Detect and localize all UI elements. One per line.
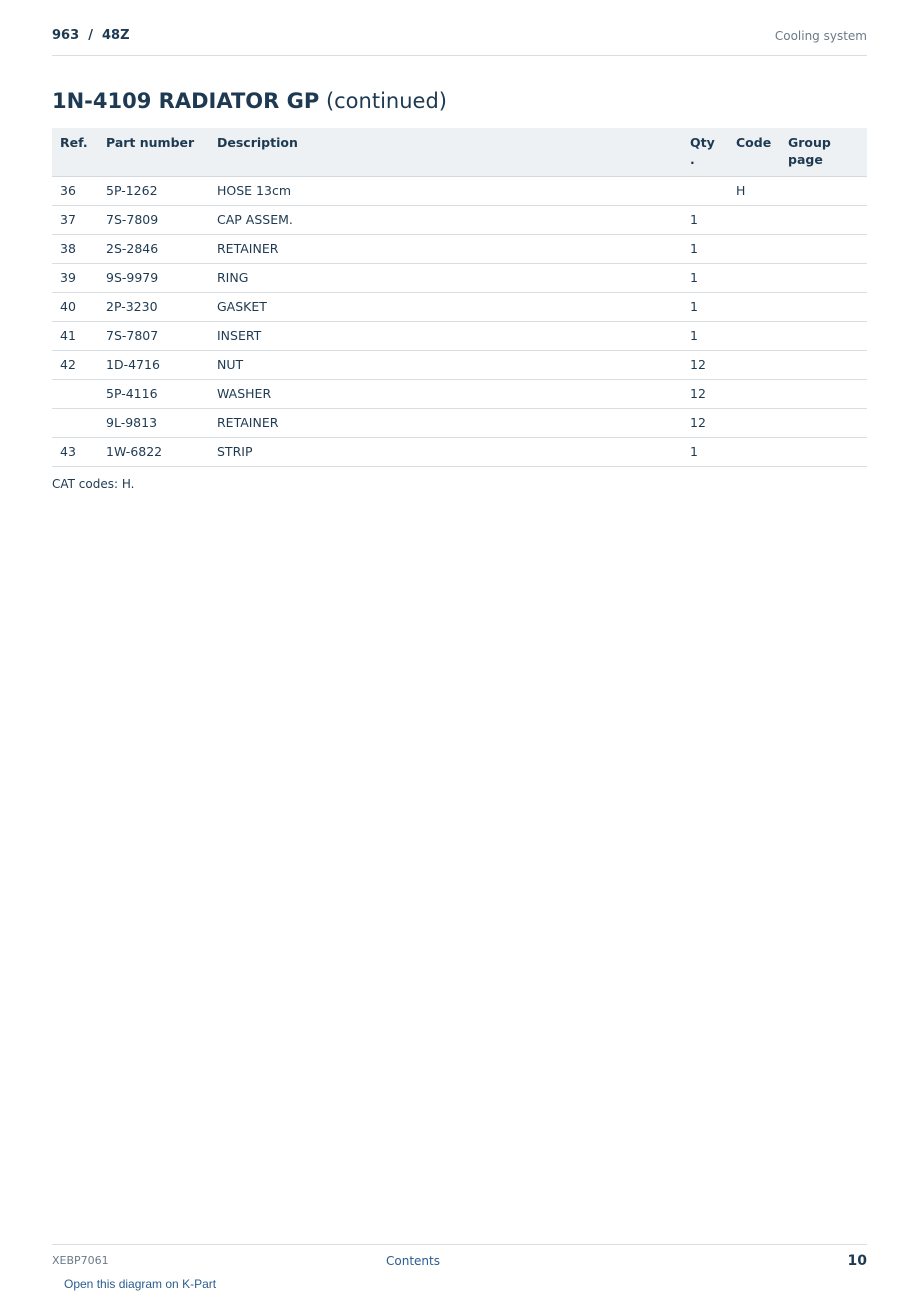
- table-row: [52, 322, 867, 351]
- table-row: [52, 351, 867, 380]
- table-row: [52, 380, 867, 409]
- column-header-description: Description: [209, 128, 682, 177]
- cell-qty: 1: [682, 322, 728, 351]
- cell-part-number: 7S-7809: [98, 206, 209, 235]
- cell-group-page: [780, 293, 867, 322]
- cell-group-page: [780, 177, 867, 206]
- parts-table-body: [52, 177, 867, 467]
- cell-part-number: 1W-6822: [98, 438, 209, 467]
- cell-description: INSERT: [209, 322, 682, 351]
- cell-description: NUT: [209, 351, 682, 380]
- cell-description: STRIP: [209, 438, 682, 467]
- cell-group-page: [780, 409, 867, 438]
- column-header-group-page: Group page: [780, 128, 867, 177]
- cell-ref: 40: [52, 293, 98, 322]
- cell-code: H: [728, 177, 780, 206]
- table-row: [52, 409, 867, 438]
- cell-group-page: [780, 351, 867, 380]
- table-row: [52, 438, 867, 467]
- table-row: [52, 293, 867, 322]
- cell-ref: 38: [52, 235, 98, 264]
- model-label: 963 / 48Z: [52, 28, 130, 43]
- column-header-ref: Ref.: [52, 128, 98, 177]
- column-header-code: Code: [728, 128, 780, 177]
- cell-qty: 1: [682, 293, 728, 322]
- section-label: Cooling system: [774, 29, 867, 43]
- header-row: [52, 128, 867, 177]
- cell-description: GASKET: [209, 293, 682, 322]
- table-row: [52, 235, 867, 264]
- cell-qty: 12: [682, 409, 728, 438]
- table-row: [52, 206, 867, 235]
- page-header: [52, 28, 867, 56]
- cell-group-page: [780, 264, 867, 293]
- cell-part-number: 5P-4116: [98, 380, 209, 409]
- cell-ref: [52, 380, 98, 409]
- cell-ref: 36: [52, 177, 98, 206]
- title-suffix: (continued): [325, 89, 447, 113]
- cell-code: [728, 206, 780, 235]
- cell-code: [728, 409, 780, 438]
- cell-group-page: [780, 438, 867, 467]
- parts-table: [52, 128, 867, 467]
- cell-qty: 1: [682, 264, 728, 293]
- cell-qty: 1: [682, 235, 728, 264]
- cell-group-page: [780, 322, 867, 351]
- cell-part-number: 7S-7807: [98, 322, 209, 351]
- document-id: XEBP7061: [52, 1254, 109, 1267]
- cell-qty: [682, 177, 728, 206]
- cell-ref: 43: [52, 438, 98, 467]
- cell-description: WASHER: [209, 380, 682, 409]
- cell-code: [728, 438, 780, 467]
- cell-description: CAP ASSEM.: [209, 206, 682, 235]
- cell-ref: [52, 409, 98, 438]
- cell-part-number: 1D-4716: [98, 351, 209, 380]
- page-number: 10: [847, 1253, 867, 1269]
- cat-codes-note: CAT codes: H.: [52, 477, 135, 491]
- cell-ref: 37: [52, 206, 98, 235]
- cell-description: RETAINER: [209, 235, 682, 264]
- title-main: 1N-4109 RADIATOR GP: [52, 89, 320, 113]
- contents-link[interactable]: Contents: [386, 1254, 440, 1268]
- cell-qty: 1: [682, 438, 728, 467]
- open-kpart-link[interactable]: Open this diagram on K-Part: [64, 1277, 217, 1291]
- cell-code: [728, 351, 780, 380]
- parts-table-header: [52, 128, 867, 177]
- cell-group-page: [780, 380, 867, 409]
- column-header-part-number: Part number: [98, 128, 209, 177]
- cell-ref: 42: [52, 351, 98, 380]
- cell-qty: 1: [682, 206, 728, 235]
- cell-part-number: 5P-1262: [98, 177, 209, 206]
- cell-description: RING: [209, 264, 682, 293]
- cell-code: [728, 380, 780, 409]
- cell-qty: 12: [682, 351, 728, 380]
- column-header-qty: Qty .: [682, 128, 728, 177]
- cell-code: [728, 293, 780, 322]
- cell-part-number: 2S-2846: [98, 235, 209, 264]
- cell-description: RETAINER: [209, 409, 682, 438]
- cell-qty: 12: [682, 380, 728, 409]
- cell-code: [728, 322, 780, 351]
- cell-ref: 39: [52, 264, 98, 293]
- page-footer: [52, 1244, 867, 1269]
- cell-part-number: 9L-9813: [98, 409, 209, 438]
- cell-code: [728, 264, 780, 293]
- cell-description: HOSE 13cm: [209, 177, 682, 206]
- cell-code: [728, 235, 780, 264]
- page-title: [52, 89, 447, 113]
- cell-group-page: [780, 206, 867, 235]
- cell-group-page: [780, 235, 867, 264]
- cell-ref: 41: [52, 322, 98, 351]
- cell-part-number: 2P-3230: [98, 293, 209, 322]
- table-row: [52, 264, 867, 293]
- table-row: [52, 177, 867, 206]
- cell-part-number: 9S-9979: [98, 264, 209, 293]
